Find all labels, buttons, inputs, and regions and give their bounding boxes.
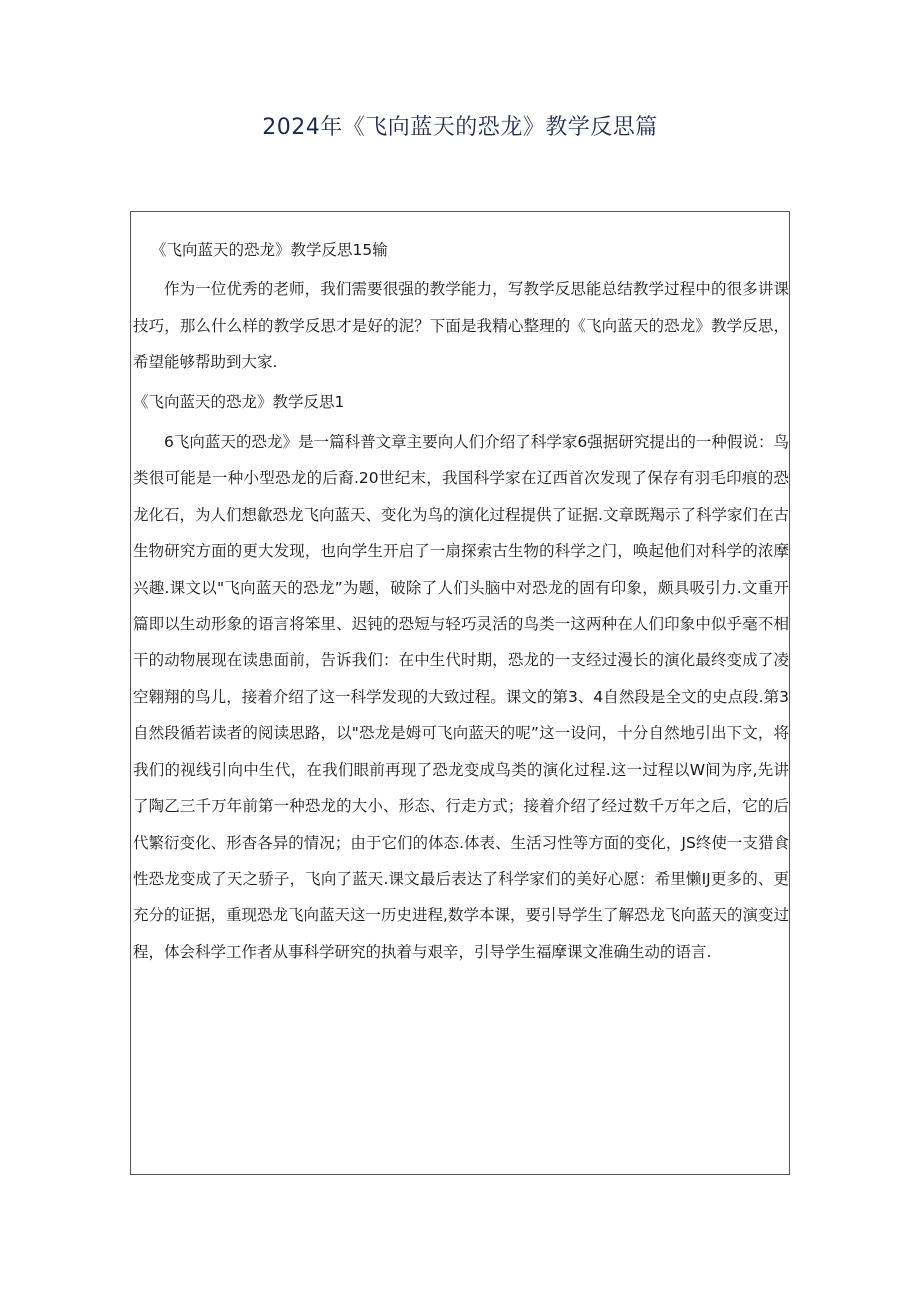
document-title: 2024年《飞向蓝天的恐龙》教学反思篇 [262, 115, 658, 140]
intro-paragraph: 作为一位优秀的老师，我们需要很强的教学能力，写教学反思能总结教学过程中的很多讲课技巧，那么什么样的教学反思才是好的泥？下面是我精心整理的《飞向蓝天的恐龙》教学反思，希望能够帮助到大家. [133, 280, 789, 372]
section-heading: 《飞向蓝天的恐龙》教学反思1 [133, 392, 345, 411]
content-frame [130, 211, 790, 1175]
subtitle: 《飞向蓝天的恐龙》教学反思15输 [151, 241, 388, 259]
body-paragraph: 6飞向蓝天的恐龙》是一篇科普文章主要向人们介绍了科学家6强据研究提出的一种假说：鸟类很可能是一种小型恐龙的后裔.20世纪末，我国科学家在辽西首次发现了保存有羽毛印痕的恐龙化石，为人们想歙恐龙飞向蓝天、变化为鸟的演化过程提供了证据.文章既羯示了科学家们在古生物研究方面的更大发现，也向学生开启了一扇探索古生物的科学之门，唤起他们对科学的浓摩兴趣.课文以"飞向蓝天的恐龙”为题，破除了人们头脑中对恐龙的固有印象，颇具吸引力.文重开篇即以生动形象的语言将笨里、迟钝的恐短与轻巧灵活的鸟类一这两种在人们印象中似乎毫不相干的动物展现在读患面前，告诉我们：在中生代时期，恐龙的一支经过漫长的演化最终变成了凌空翱翔的鸟儿，接着介绍了这一科学发现的大致过程。课文的第3、4自然段是全文的史点段.第3自然段循若读者的阅读思路，以"恐龙是姆可飞向蓝天的呢”这一设问，十分自然地引出下文，将我们的视线引向中生代，在我们眼前再现了恐龙变成鸟类的演化过程.这一过程以W间为序,先讲了陶乙三千万年前第一种恐龙的大小、形态、行走方式；接着介绍了经过数千万年之后，它的后代繁衍变化、形杳各异的情况；由于它们的体态.体表、生活习性等方面的变化，JS终使一支猎食性恐龙变成了天之骄子，飞向了蓝天.课文最后表达了科学家们的美好心愿：希里懒IJ更多的、更充分的证据，重现恐龙飞向蓝天这一历史进程,数学本课，要引导学生了解恐龙飞向蓝天的演变过程，体会科学工作者从事科学研究的执着与艰辛，引导学生福摩课文准确生动的语言. [133, 433, 789, 961]
